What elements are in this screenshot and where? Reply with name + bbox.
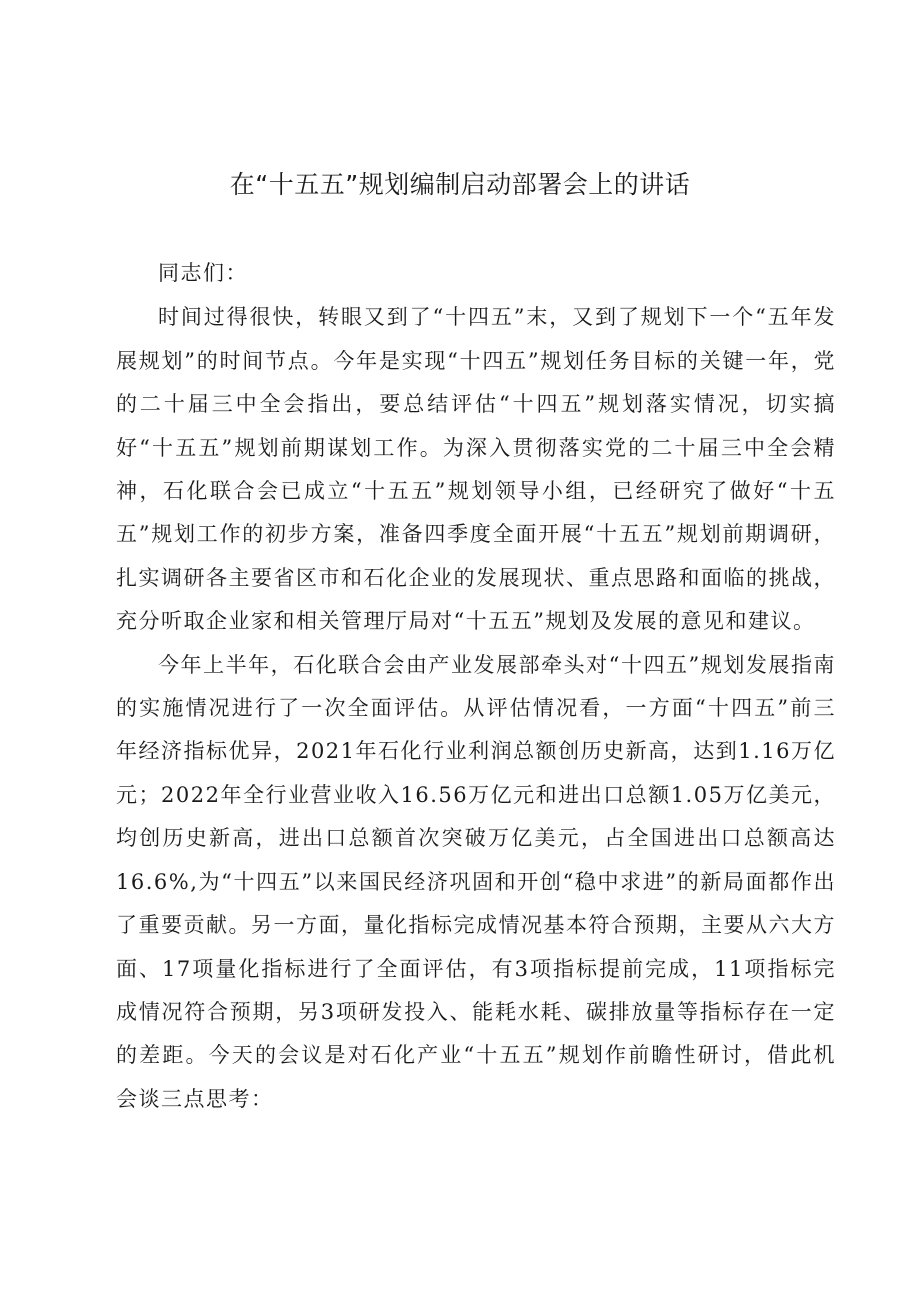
salutation: 同志们： (158, 261, 248, 285)
document-body (116, 252, 836, 1121)
paragraph-2: 今年上半年，石化联合会由产业发展部牵头对“十四五”规划发展指南的实施情况进行了一次全面评估。从评估情况看，一方面“十四五”前三年经济指标优异，2021年石化行业利润总额创历史新高，达到1.16万亿元；2022年全行业营业收入16.56万亿元和进出口总额1.05万亿美元，均创历史新高，进出口总额首次突破万亿美元，占全国进出口总额高达16.6%,为“十四五”以来国民经济巩固和开创“稳中求进”的新局面都作出了重要贡献。另一方面，量化指标完成情况基本符合预期，主要从六大方面、17项量化指标进行了全面评估，有3项指标提前完成，11项指标完成情况符合预期，另3项研发投入、能耗水耗、碳排放量等指标存在一定的差距。今天的会议是对石化产业“十五五”规划作前瞻性研讨，借此机会谈三点思考： (116, 652, 836, 1111)
paragraph-1: 时间过得很快，转眼又到了“十四五”末，又到了规划下一个“五年发展规划”的时间节点。今年是实现“十四五”规划任务目标的关键一年，党的二十届三中全会指出，要总结评估“十四五”规划落实情况，切实搞好“十五五”规划前期谋划工作。为深入贯彻落实党的二十届三中全会精神，石化联合会已成立“十五五”规划领导小组，已经研究了做好“十五五”规划工作的初步方案，准备四季度全面开展“十五五”规划前期调研，扎实调研各主要省区市和石化企业的发展现状、重点思路和面临的挑战，充分听取企业家和相关管理厅局对“十五五”规划及发展的意见和建议。 (116, 305, 836, 634)
document-title: 在“十五五”规划编制启动部署会上的讲话 (229, 170, 691, 199)
